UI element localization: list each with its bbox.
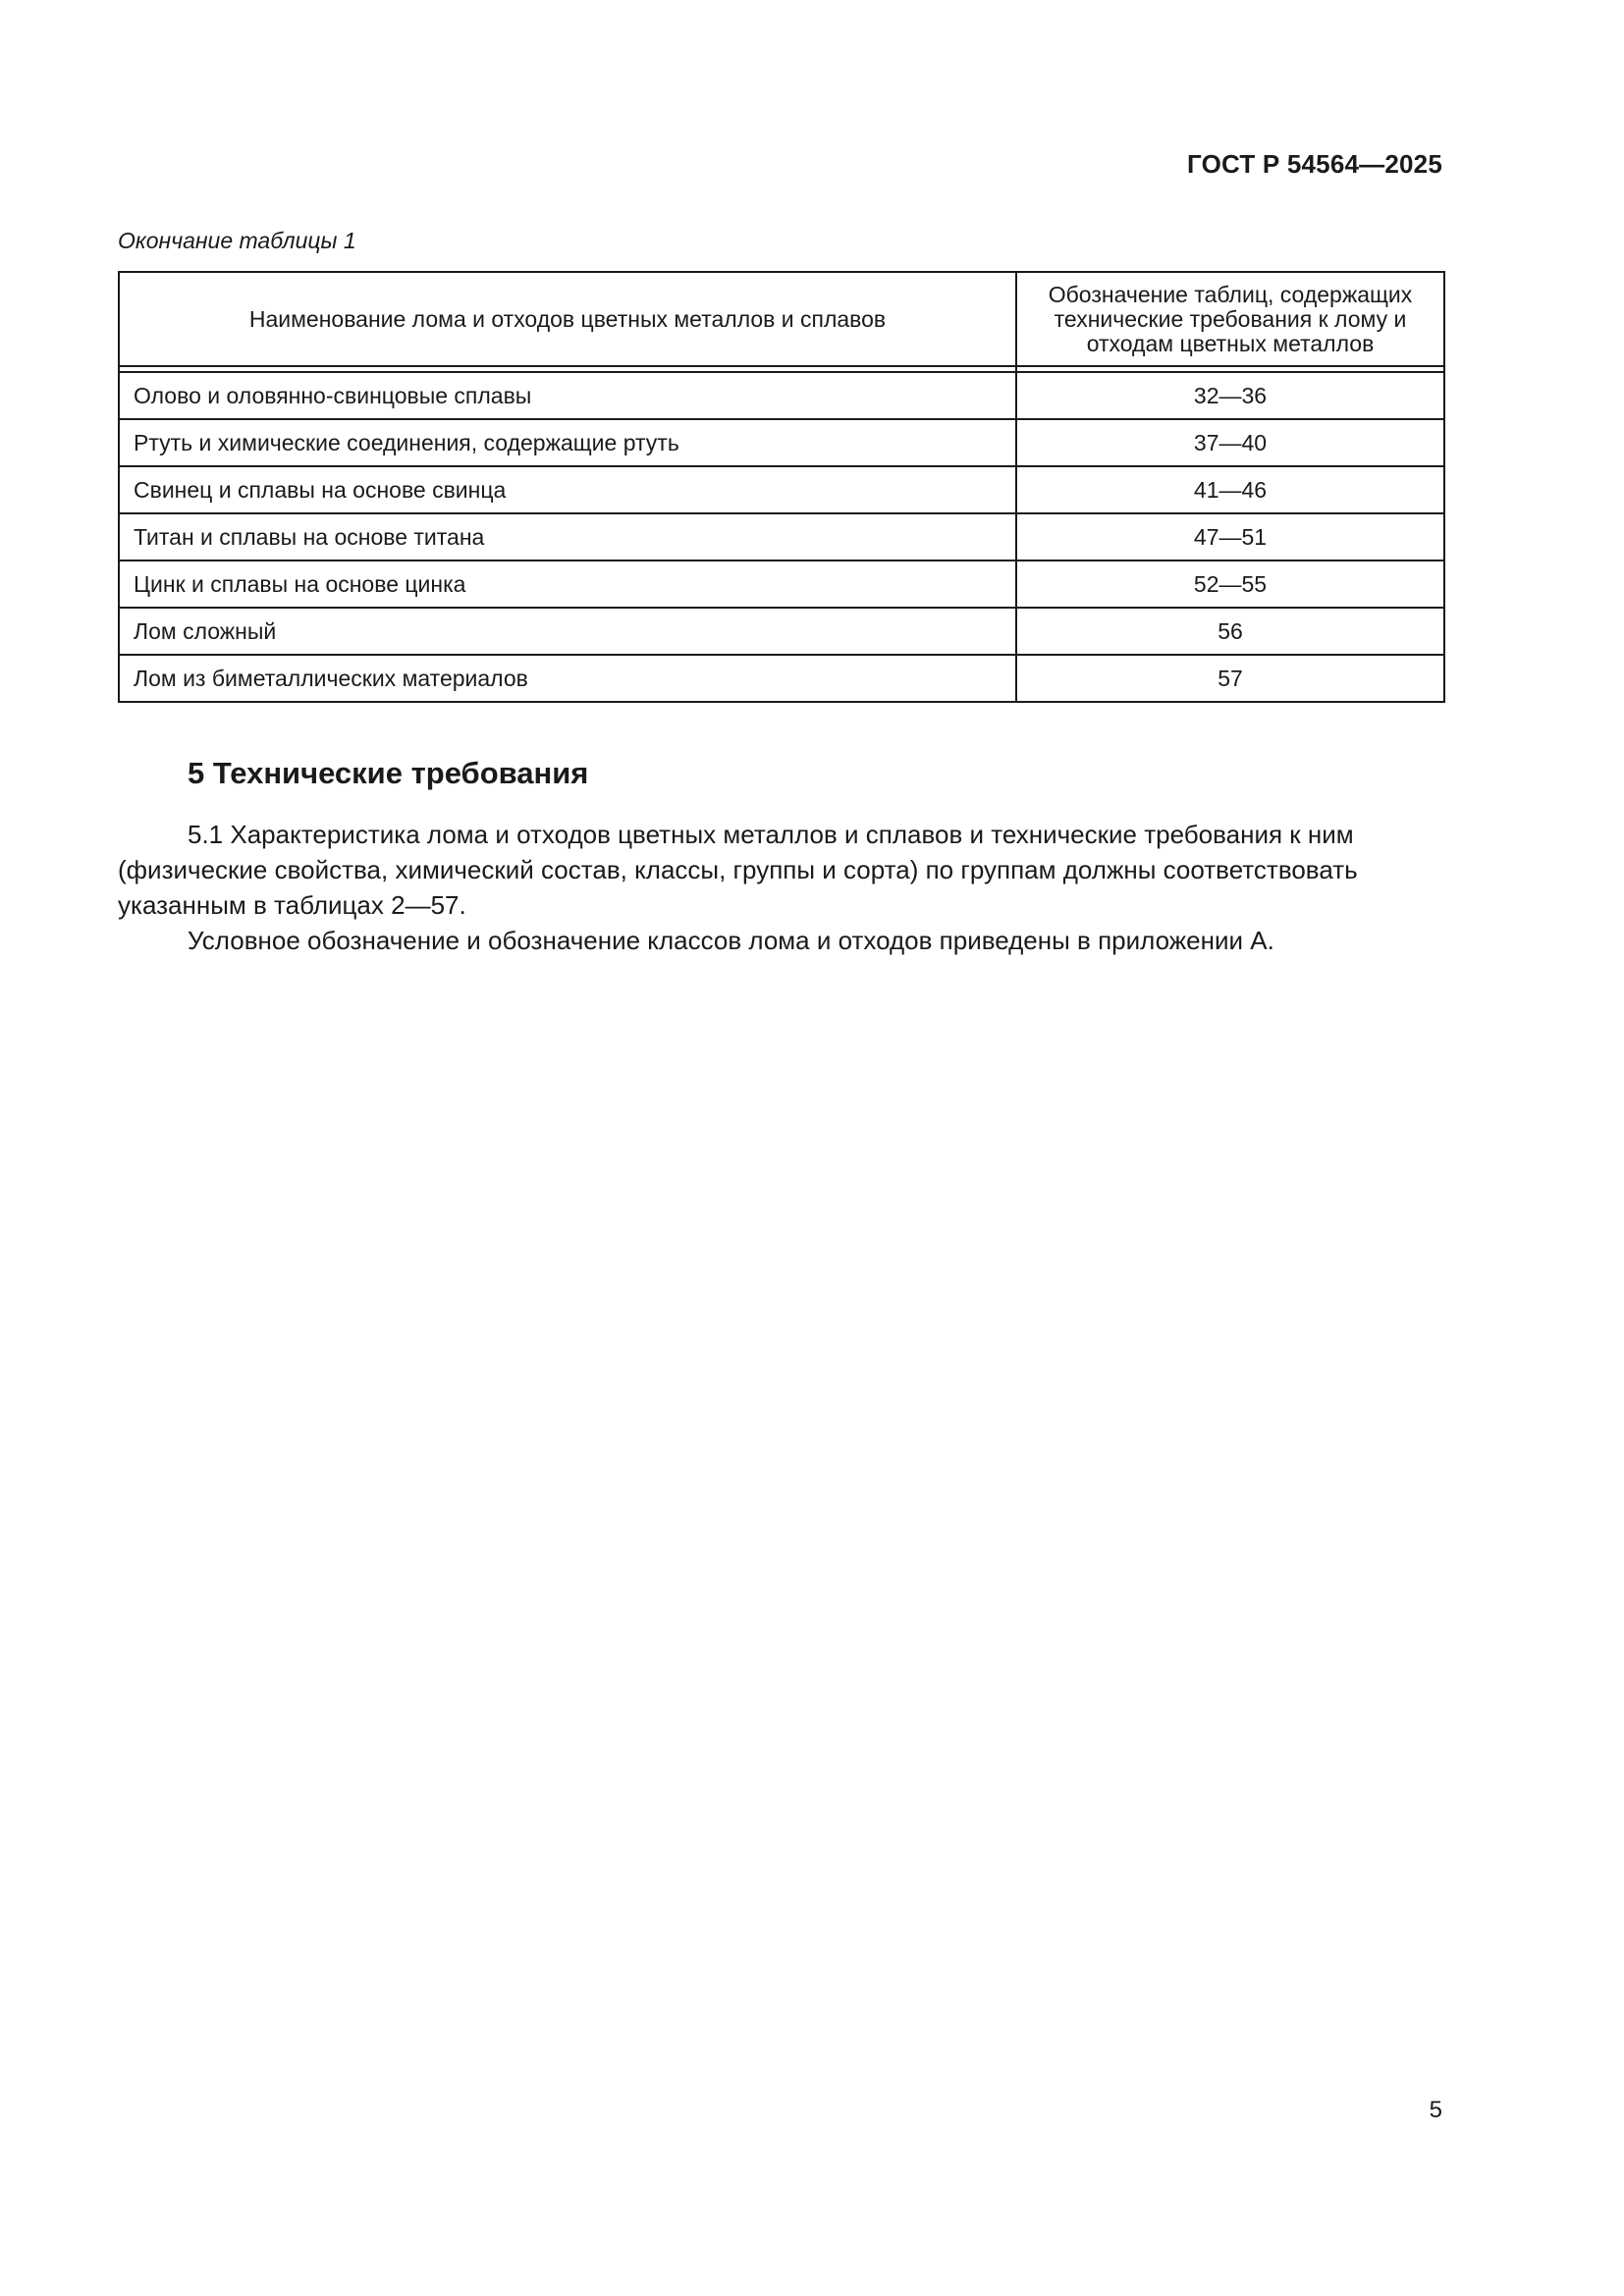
row-table-ref: 37—40	[1016, 419, 1444, 466]
column-header-name: Наименование лома и отходов цветных металлов и сплавов	[119, 272, 1016, 366]
row-name: Лом из биметаллических материалов	[119, 655, 1016, 702]
row-name: Свинец и сплавы на основе свинца	[119, 466, 1016, 513]
section-body	[118, 817, 1443, 958]
table-row	[119, 561, 1444, 608]
table-row	[119, 608, 1444, 655]
table-row	[119, 372, 1444, 419]
table-caption: Окончание таблицы 1	[118, 228, 356, 253]
row-name: Цинк и сплавы на основе цинка	[119, 561, 1016, 608]
row-table-ref: 52—55	[1016, 561, 1444, 608]
row-name: Олово и оловянно-свинцовые сплавы	[119, 372, 1016, 419]
column-header-table-refs: Обозначение таблиц, содержащих технические требования к лому и отходам цветных металлов	[1016, 272, 1444, 366]
standard-code: ГОСТ Р 54564—2025	[1187, 149, 1442, 179]
row-table-ref: 57	[1016, 655, 1444, 702]
paragraph-5-1: 5.1 Характеристика лома и отходов цветных металлов и сплавов и технические требования к ним (физические свойства, химический состав, классы, группы и сорта) по группам должны соответствовать указанным в таблицах 2—57.	[118, 820, 1358, 920]
row-table-ref: 56	[1016, 608, 1444, 655]
page-number: 5	[1429, 2097, 1442, 2123]
row-table-ref: 32—36	[1016, 372, 1444, 419]
row-name: Лом сложный	[119, 608, 1016, 655]
table-header-row	[119, 272, 1444, 366]
section-heading: 5 Технические требования	[188, 756, 589, 790]
row-name: Титан и сплавы на основе титана	[119, 513, 1016, 561]
table-row	[119, 466, 1444, 513]
row-table-ref: 47—51	[1016, 513, 1444, 561]
paragraph-designation: Условное обозначение и обозначение классов лома и отходов приведены в приложении А.	[188, 926, 1274, 955]
scrap-types-table	[118, 271, 1445, 703]
table-row	[119, 513, 1444, 561]
table-row	[119, 419, 1444, 466]
row-name: Ртуть и химические соединения, содержащие ртуть	[119, 419, 1016, 466]
table-row	[119, 655, 1444, 702]
row-table-ref: 41—46	[1016, 466, 1444, 513]
